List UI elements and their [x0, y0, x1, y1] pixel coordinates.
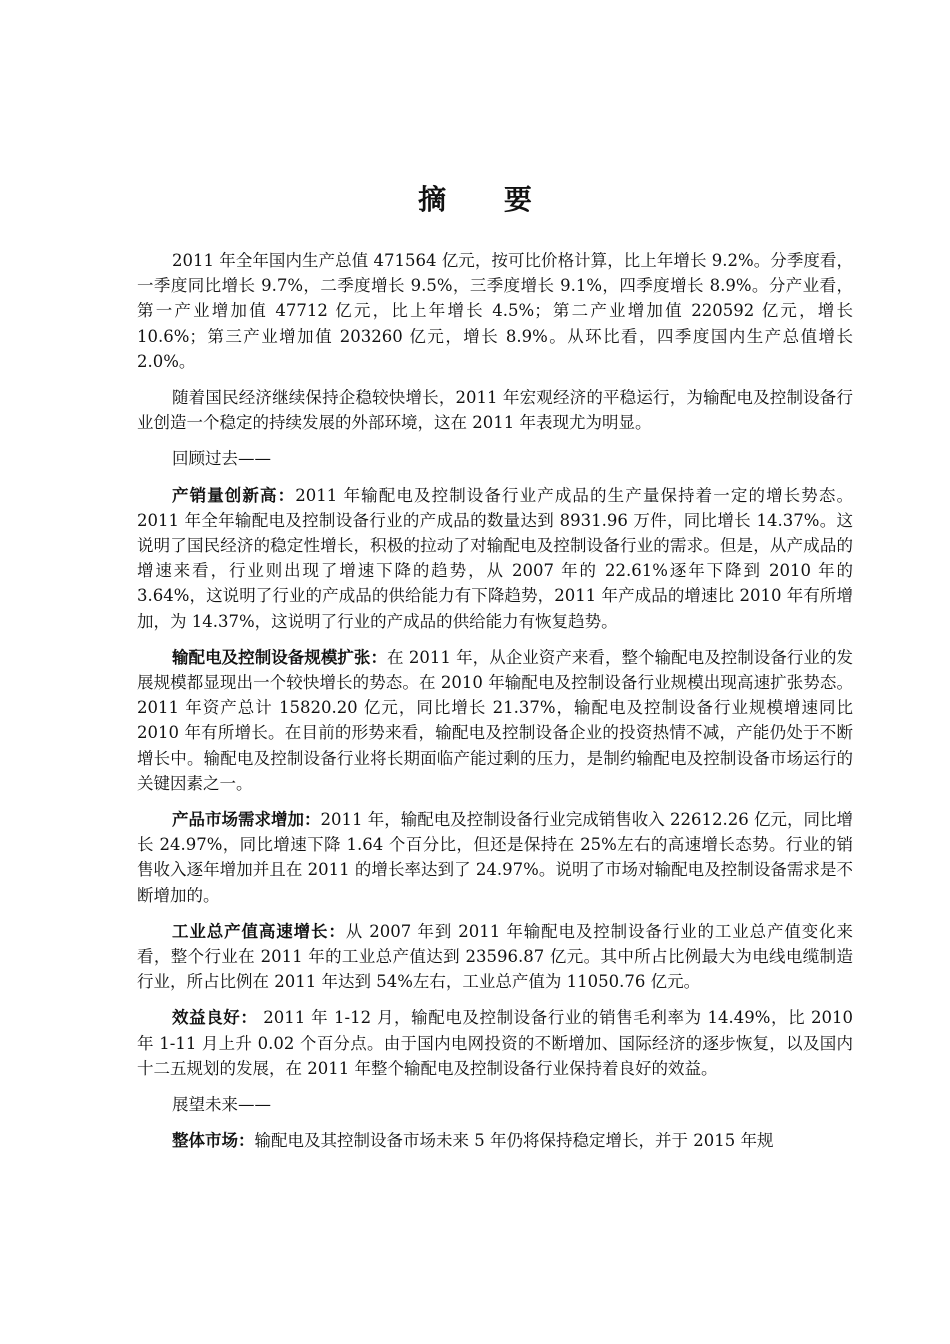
- section-heading-outlook: [137, 1092, 853, 1117]
- paragraph-text: 输配电及其控制设备市场未来 5 年仍将保持稳定增长，并于 2015 年规: [254, 1131, 774, 1151]
- paragraph-overall-market: [137, 1128, 853, 1153]
- paragraph-lead: 工业总产值高速增长：: [172, 921, 346, 941]
- paragraph-lead: 整体市场：: [172, 1131, 255, 1151]
- paragraph-market-demand: [137, 807, 853, 908]
- document-body: [137, 248, 853, 1165]
- paragraph-output-value: [137, 919, 853, 995]
- page-title: 摘 要: [418, 183, 556, 216]
- paragraph-text: 在 2011 年，从企业资产来看，整个输配电及控制设备行业的发展规模都显现出一个较快增长的势态。在 2010 年输配电及控制设备行业规模出现高速扩张势态。2011 年资产总计 15820.20 亿元，同比增长 21.37%，输配电及控制设备行业规模增速同比 2010 年有所增长。在目前的形势来看，输配电及控制设备企业的投资热情不减，产能仍处于不断增长中。输配电及控制设备行业将长期面临产能过剩的压力，是制约输配电及控制设备市场运行的关键因素之一。: [137, 647, 854, 793]
- paragraph-text: 2011 年，输配电及控制设备行业完成销售收入 22612.26 亿元，同比增长 24.97%，同比增速下降 1.64 个百分比，但还是保持在 25%左右的高速增长态势。行业的销售收入逐年增加并且在 2011 的增长率达到了 24.97%。说明了市场对输配电及控制设备需求是不断增加的。: [137, 810, 853, 905]
- paragraph-text: 回顾过去——: [172, 449, 271, 469]
- paragraph-lead: 效益良好：: [172, 1008, 258, 1028]
- paragraph-lead: 产品市场需求增加：: [172, 810, 321, 830]
- paragraph-text: 展望未来——: [172, 1095, 271, 1115]
- paragraph-gdp: [137, 248, 853, 374]
- paragraph-text: 2011 年全年国内生产总值 471564 亿元，按可比价格计算，比上年增长 9.2%。分季度看，一季度同比增长 9.7%，二季度增长 9.5%，三季度增长 9.1%，四季度增长 8.9%。分产业看，第一产业增加值 47712 亿元，比上年增长 4.5%；第二产业增加值 220592 亿元，增长 10.6%；第三产业增加值 203260 亿元，增长 8.9%。从环比看，四季度国内生产总值增长 2.0%。: [137, 251, 853, 371]
- paragraph-macro-environment: [137, 385, 853, 435]
- paragraph-lead: 输配电及控制设备规模扩张：: [172, 647, 388, 667]
- paragraph-text: 随着国民经济继续保持企稳较快增长，2011 年宏观经济的平稳运行，为输配电及控制设备行业创造一个稳定的持续发展的外部环境，这在 2011 年表现尤为明显。: [137, 388, 853, 433]
- section-heading-review: [137, 446, 853, 471]
- paragraph-text: 从 2007 年到 2011 年输配电及控制设备行业的工业总产值变化来看，整个行业在 2011 年的工业总产值达到 23596.87 亿元。其中所占比例最大为电线电缆制造行业，所占比例在 2011 年达到 54%左右，工业总产值为 11050.76 亿元。: [137, 921, 854, 992]
- paragraph-output-record: [137, 483, 853, 634]
- paragraph-profitability: [137, 1005, 853, 1081]
- paragraph-text: 2011 年 1-12 月，输配电及控制设备行业的销售毛利率为 14.49%，比 2010 年 1-11 月上升 0.02 个百分点。由于国内电网投资的不断增加、国际经济的逐步恢复，以及国内十二五规划的发展，在 2011 年整个输配电及控制设备行业保持着良好的效益。: [137, 1008, 853, 1078]
- paragraph-scale-expansion: [137, 645, 853, 796]
- paragraph-lead: 产销量创新高：: [172, 485, 296, 505]
- paragraph-text: 2011 年输配电及控制设备行业产成品的生产量保持着一定的增长势态。2011 年全年输配电及控制设备行业的产成品的数量达到 8931.96 万件，同比增长 14.37%。这说明了国民经济的稳定性增长，积极的拉动了对输配电及控制设备行业的需求。但是，从产成品的增速来看，行业则出现了增速下降的趋势，从 2007 年的 22.61%逐年下降到 2010 年的 3.64%，这说明了行业的产成品的供给能力有下降趋势，2011 年产成品的增速比 2010 年有所增加，为 14.37%，这说明了行业的产成品的供给能力有恢复趋势。: [137, 485, 853, 631]
